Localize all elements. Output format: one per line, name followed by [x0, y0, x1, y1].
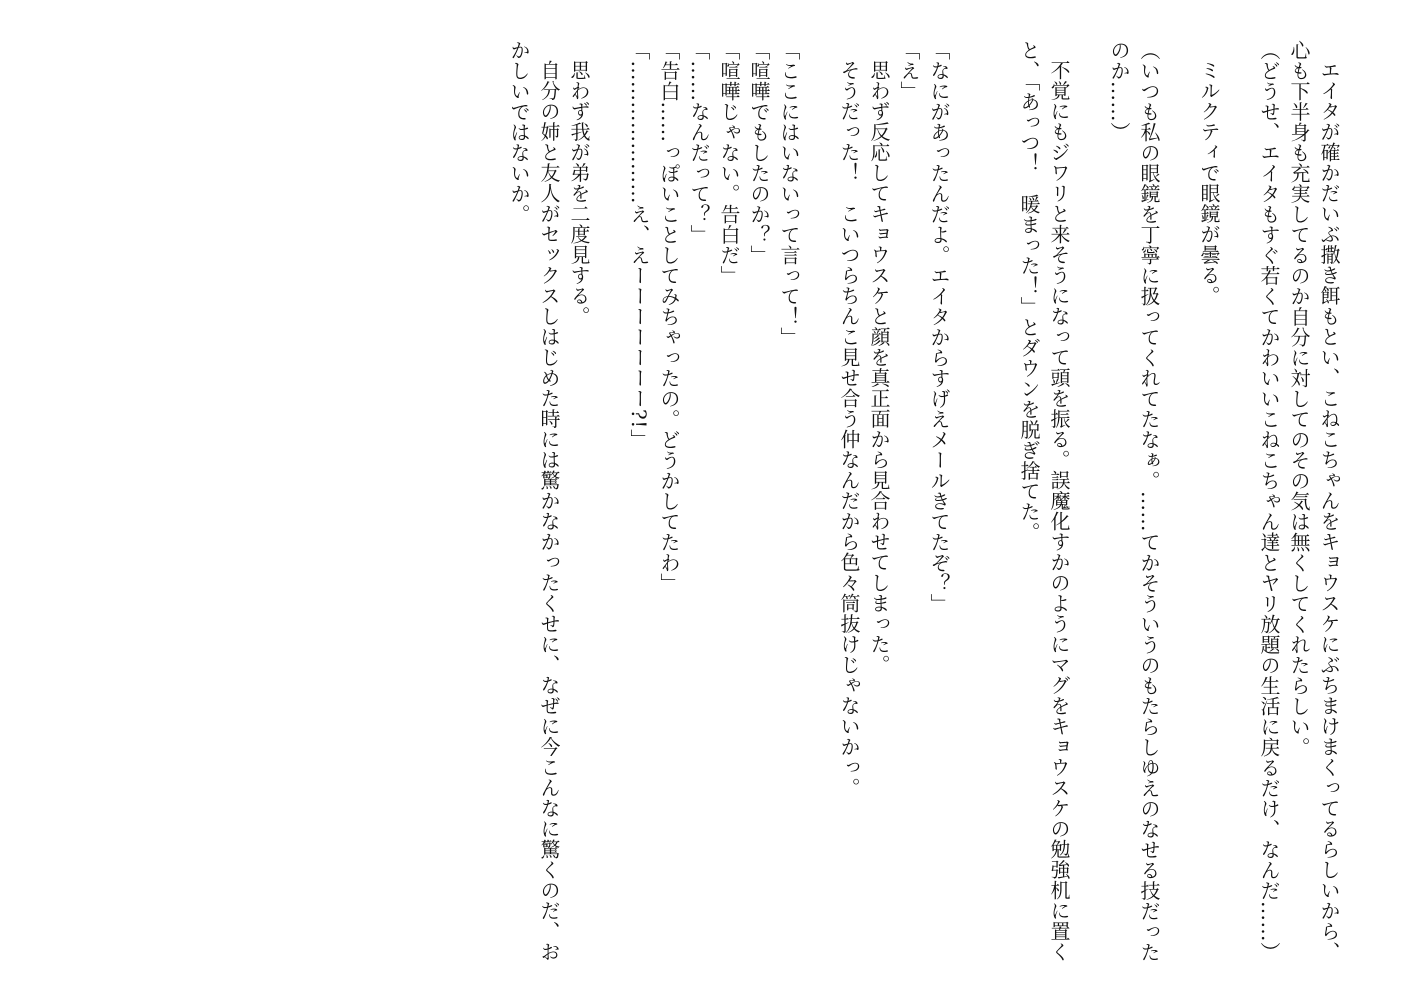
paragraph: 「告白……っぽいことしてみちゃったの。どうかしてたわ」	[657, 40, 681, 594]
paragraph: 「なにがあったんだよ。エイタからすげえメールきてたぞ？」	[927, 40, 951, 614]
paragraph-break	[804, 40, 834, 970]
paragraph: 不覚にもジワリと来そうになって頭を振る。誤魔化すかのようにマグをキョウスケの勉強机に置くと、「あっつ！ 暖まった！」とダウンを脱ぎ捨てた。	[1017, 40, 1071, 962]
paragraph: （いつも私の眼鏡を丁寧に扱ってくれてたなぁ。……てかそういうのもたらしゆえのなせる技だったのか……）	[1107, 40, 1161, 963]
paragraph: （どうせ、エイタもすぐ若くてかわいいこねこちゃん達とヤリ放題の生活に戻るだけ、なんだ……）	[1257, 40, 1281, 963]
paragraph-break	[594, 40, 624, 970]
paragraph: ミルクティで眼鏡が曇る。	[1197, 60, 1221, 306]
paragraph: 「…………………え、えーーーーーーー?!」	[627, 40, 651, 450]
paragraph: 「え」	[897, 40, 921, 102]
paragraph-break	[1224, 40, 1254, 970]
paragraph: 思わず我が弟を二度見する。	[567, 60, 591, 327]
paragraph-break	[984, 40, 1014, 970]
paragraph-break	[1164, 40, 1194, 970]
paragraph: 思わず反応してキョウスケと顔を真正面から見合わせてしまった。	[867, 60, 891, 675]
paragraph: そうだった！ こいつらちんこ見せ合う仲なんだから色々筒抜けじゃないかっ。	[837, 60, 861, 798]
paragraph-break	[954, 40, 984, 970]
paragraph: 自分の姉と友人がセックスしはじめた時には驚かなかったくせに、なぜに今こんなに驚くのだ、おかしいではないか。	[507, 40, 561, 962]
vertical-text-body	[504, 40, 1344, 970]
paragraph: 「喧嘩でもしたのか？」	[747, 40, 771, 266]
paragraph-break	[1074, 40, 1104, 970]
paragraph: エイタが確かだいぶ撒き餌もとい、こねこちゃんをキョウスケにぶちまけまくってるらしいから、心も下半身も充実してるのか自分に対してのその気は無くしてくれたらしい。	[1287, 40, 1341, 962]
paragraph: 「……なんだって？」	[687, 40, 711, 245]
paragraph: 「喧嘩じゃない。告白だ」	[717, 40, 741, 286]
paragraph: 「ここにはいないって言って！」	[777, 40, 801, 348]
